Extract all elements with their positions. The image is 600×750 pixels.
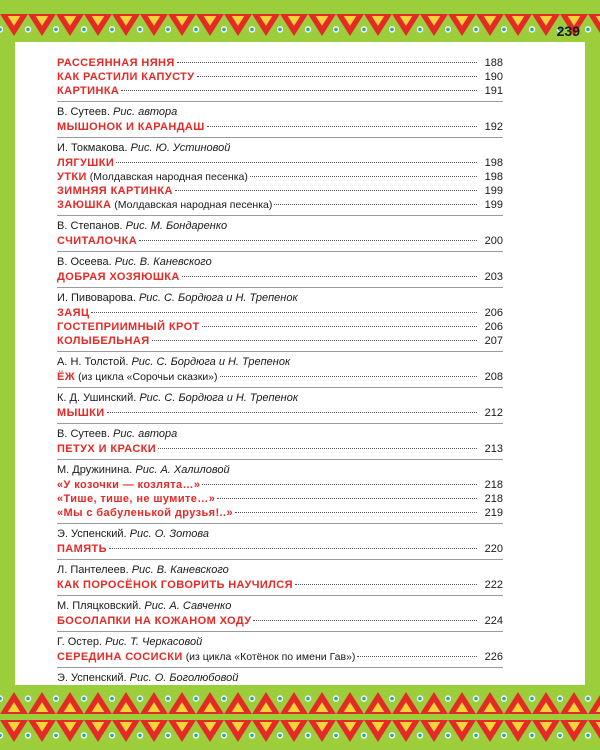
- entry-title: УТКИ: [57, 171, 87, 183]
- illustrator: Рис. А. Савченко: [144, 600, 232, 612]
- ornament-dot-center: [82, 734, 86, 738]
- entry-page-number: 190: [484, 71, 503, 83]
- ornament-dot-center: [194, 734, 198, 738]
- ornament-dot-center: [54, 734, 58, 738]
- dot-leader: [202, 484, 477, 485]
- dot-leader: [217, 498, 477, 499]
- author-line: [57, 256, 503, 269]
- ornament-dot-center: [586, 734, 590, 738]
- entry-title: РАССЕЯННАЯ НЯНЯ: [57, 57, 175, 69]
- ornament-dot-center: [362, 697, 366, 701]
- toc-group: [57, 216, 503, 252]
- toc-entry[interactable]: [57, 234, 503, 248]
- ornament-dot-center: [502, 28, 506, 32]
- table-of-contents: [57, 56, 503, 703]
- toc-group: [57, 388, 503, 424]
- ornament-dot-center: [222, 734, 226, 738]
- entry-page-number: 203: [484, 271, 503, 283]
- ornament-dot-center: [222, 697, 226, 701]
- entry-page-number: 208: [484, 371, 503, 383]
- dot-leader: [121, 90, 477, 91]
- illustrator: Рис. М. Бондаренко: [125, 220, 228, 232]
- toc-group: [57, 460, 503, 524]
- bottom-ornament-border: [0, 688, 600, 750]
- entry-page-number: 199: [484, 185, 503, 197]
- page-number: 239: [556, 23, 580, 39]
- entry-title: ЗАЯЦ: [57, 307, 90, 319]
- illustrator: Рис. А. Халиловой: [135, 464, 230, 476]
- ornament-dot-center: [166, 734, 170, 738]
- ornament-dot-center: [502, 734, 506, 738]
- entry-title: КАК ПОРОСЁНОК ГОВОРИТЬ НАУЧИЛСЯ: [57, 579, 293, 591]
- author-line: [57, 220, 503, 233]
- entry-page-number: 219: [484, 507, 503, 519]
- ornament-dot-center: [334, 697, 338, 701]
- toc-entry[interactable]: [57, 506, 503, 520]
- ornament-dot-center: [474, 28, 478, 32]
- ornament-dot-center: [530, 697, 534, 701]
- ornament-dot-center: [250, 28, 254, 32]
- author-line: [57, 142, 503, 155]
- author-line: [57, 428, 503, 441]
- toc-entry[interactable]: [57, 406, 503, 420]
- toc-entry[interactable]: [57, 320, 503, 334]
- ornament-dot-center: [26, 697, 30, 701]
- ornament-dot-center: [110, 28, 114, 32]
- author-line: [57, 528, 503, 541]
- dot-leader: [109, 548, 477, 549]
- entry-page-number: 206: [484, 321, 503, 333]
- ornament-dot-center: [110, 734, 114, 738]
- dot-leader: [175, 190, 477, 191]
- entry-title: БОСОЛАПКИ НА КОЖАНОМ ХОДУ: [57, 615, 252, 627]
- ornament-dot-center: [446, 734, 450, 738]
- entry-title: ЁЖ: [57, 371, 76, 383]
- toc-entry[interactable]: [57, 120, 503, 134]
- ornament-dot-center: [138, 28, 142, 32]
- dot-leader: [107, 412, 477, 413]
- dot-leader: [139, 240, 477, 241]
- author-line: [57, 392, 503, 405]
- toc-entry[interactable]: [57, 184, 503, 198]
- toc-group: [57, 560, 503, 596]
- entry-title: КАК РАСТИЛИ КАПУСТУ: [57, 71, 195, 83]
- entry-page-number: 212: [484, 407, 503, 419]
- author-name: В. Сутеев.: [57, 428, 110, 440]
- ornament-dot-center: [82, 697, 86, 701]
- author-name: И. Токмакова.: [57, 142, 128, 154]
- entry-page-number: 218: [484, 493, 503, 505]
- ornament-dot-center: [278, 734, 282, 738]
- entry-title: ЗАЮШКА: [57, 199, 112, 211]
- entry-title: ПЕТУХ И КРАСКИ: [57, 443, 157, 455]
- illustrator: Рис. О. Боголюбовой: [129, 672, 239, 684]
- ornament-dot-center: [474, 697, 478, 701]
- ornament-dot-center: [222, 28, 226, 32]
- entry-title: ЗИМНЯЯ КАРТИНКА: [57, 185, 173, 197]
- toc-entry[interactable]: [57, 198, 503, 212]
- ornament-dot-center: [250, 697, 254, 701]
- entry-title: ГОСТЕПРИИМНЫЙ КРОТ: [57, 321, 200, 333]
- ornament-dot-center: [362, 734, 366, 738]
- ornament-dot-center: [446, 28, 450, 32]
- toc-entry[interactable]: [57, 650, 503, 664]
- ornament-dot-center: [82, 28, 86, 32]
- author-name: В. Степанов.: [57, 220, 123, 232]
- toc-entry[interactable]: [57, 84, 503, 98]
- toc-group: [57, 252, 503, 288]
- entry-title: «У козочки — козлята…»: [57, 479, 201, 491]
- toc-group: [57, 632, 503, 668]
- ornament-dot-center: [194, 697, 198, 701]
- dot-leader: [295, 584, 477, 585]
- author-name: К. Д. Ушинский.: [57, 392, 137, 404]
- author-line: [57, 672, 503, 685]
- author-name: М. Пляцковский.: [57, 600, 142, 612]
- author-name: Г. Остер.: [57, 636, 102, 648]
- author-name: А. Н. Толстой.: [57, 356, 129, 368]
- author-name: Э. Успенский.: [57, 528, 127, 540]
- author-name: Э. Успенский.: [57, 672, 127, 684]
- toc-group: [57, 138, 503, 216]
- entry-page-number: 192: [484, 121, 503, 133]
- ornament-dot-center: [54, 697, 58, 701]
- toc-entry[interactable]: [57, 334, 503, 348]
- toc-group: [57, 102, 503, 138]
- entry-page-number: 206: [484, 307, 503, 319]
- illustrator: Рис. В. Каневского: [131, 564, 229, 576]
- ornament-dot-center: [446, 697, 450, 701]
- entry-title: МЫШКИ: [57, 407, 105, 419]
- ornament-dot-center: [530, 734, 534, 738]
- toc-group: [57, 288, 503, 352]
- top-ornament-border: [0, 0, 600, 40]
- author-line: [57, 600, 503, 613]
- author-name: М. Дружинина.: [57, 464, 133, 476]
- ornament-dot-center: [306, 734, 310, 738]
- dot-leader: [235, 512, 477, 513]
- ornament-dot-center: [558, 697, 562, 701]
- dot-leader: [253, 620, 477, 621]
- toc-entry[interactable]: [57, 170, 503, 184]
- ornament-dot-center: [418, 28, 422, 32]
- dot-leader: [250, 176, 477, 177]
- ornament-dot-center: [362, 28, 366, 32]
- dot-leader: [116, 162, 477, 163]
- illustrator: Рис. автора: [113, 428, 178, 440]
- ornament-dot-center: [558, 734, 562, 738]
- ornament-dot-center: [26, 28, 30, 32]
- ornament-dot-center: [306, 697, 310, 701]
- dot-leader: [357, 656, 477, 657]
- author-line: [57, 292, 503, 305]
- ornament-dot-center: [278, 28, 282, 32]
- author-line: [57, 106, 503, 119]
- entry-note: (из цикла «Сорочьи сказки»): [78, 371, 218, 383]
- entry-page-number: 200: [484, 235, 503, 247]
- ornament-dot-center: [334, 28, 338, 32]
- toc-group: [57, 56, 503, 102]
- entry-title: КОЛЫБЕЛЬНАЯ: [57, 335, 150, 347]
- dot-leader: [207, 126, 477, 127]
- illustrator: Рис. О. Зотова: [129, 528, 210, 540]
- author-name: Л. Пантелеев.: [57, 564, 129, 576]
- ornament-dot-center: [194, 28, 198, 32]
- toc-entry[interactable]: [57, 70, 503, 84]
- dot-leader: [182, 276, 477, 277]
- ornament-dot-center: [54, 28, 58, 32]
- toc-entry[interactable]: [57, 306, 503, 320]
- toc-entry[interactable]: [57, 442, 503, 456]
- entry-page-number: 218: [484, 479, 503, 491]
- ornament-dot-center: [110, 697, 114, 701]
- dot-leader: [220, 376, 477, 377]
- entry-title: ДОБРАЯ ХОЗЯЮШКА: [57, 271, 180, 283]
- ornament-dot-center: [418, 697, 422, 701]
- ornament-pattern: [0, 688, 600, 750]
- ornament-dot-center: [334, 734, 338, 738]
- entry-page-number: 207: [484, 335, 503, 347]
- author-name: В. Сутеев.: [57, 106, 110, 118]
- ornament-dot-center: [502, 697, 506, 701]
- illustrator: Рис. Ю. Устиновой: [130, 142, 231, 154]
- ornament-dot-center: [474, 734, 478, 738]
- ornament-dot-center: [586, 697, 590, 701]
- entry-page-number: 220: [484, 543, 503, 555]
- dot-leader: [177, 62, 477, 63]
- entry-title: МЫШОНОК И КАРАНДАШ: [57, 121, 205, 133]
- ornament-dot-center: [390, 697, 394, 701]
- author-line: [57, 356, 503, 369]
- ornament-dot-center: [166, 697, 170, 701]
- ornament-dot-center: [138, 697, 142, 701]
- illustrator: Рис. Т. Черкасовой: [105, 636, 203, 648]
- entry-page-number: 199: [484, 199, 503, 211]
- toc-entry[interactable]: [57, 156, 503, 170]
- entry-page-number: 188: [484, 57, 503, 69]
- dot-leader: [91, 312, 477, 313]
- entry-page-number: 191: [484, 85, 503, 97]
- illustrator: Рис. С. Бордюга и Н. Трепенок: [131, 356, 291, 368]
- toc-entry[interactable]: [57, 478, 503, 492]
- toc-group: [57, 524, 503, 560]
- toc-group: [57, 596, 503, 632]
- entry-title: ЛЯГУШКИ: [57, 157, 115, 169]
- entry-page-number: 222: [484, 579, 503, 591]
- ornament-dot-center: [250, 734, 254, 738]
- toc-group: [57, 352, 503, 388]
- ornament-dot-center: [278, 697, 282, 701]
- toc-entry[interactable]: [57, 578, 503, 592]
- entry-title: «Мы с бабуленькой друзья!..»: [57, 507, 233, 519]
- dot-leader: [158, 448, 477, 449]
- entry-note: (из цикла «Котёнок по имени Гав»): [185, 651, 356, 663]
- author-name: И. Пивоварова.: [57, 292, 136, 304]
- entry-page-number: 226: [484, 651, 503, 663]
- ornament-dot-center: [586, 28, 590, 32]
- entry-page-number: 198: [484, 171, 503, 183]
- ornament-dot-center: [530, 28, 534, 32]
- dot-leader: [152, 340, 477, 341]
- toc-page: [15, 42, 585, 685]
- ornament-dot-center: [138, 734, 142, 738]
- toc-entry[interactable]: [57, 542, 503, 556]
- toc-entry[interactable]: [57, 492, 503, 506]
- toc-entry[interactable]: [57, 614, 503, 628]
- toc-entry[interactable]: [57, 270, 503, 284]
- ornament-pattern: [0, 0, 600, 40]
- ornament-dot-center: [26, 734, 30, 738]
- entry-page-number: 213: [484, 443, 503, 455]
- entry-note: (Молдавская народная песенка): [89, 171, 248, 183]
- dot-leader: [202, 326, 477, 327]
- author-line: [57, 636, 503, 649]
- toc-group: [57, 424, 503, 460]
- ornament-dot-center: [166, 28, 170, 32]
- ornament-dot-center: [418, 734, 422, 738]
- ornament-dot-center: [306, 28, 310, 32]
- entry-note: (Молдавская народная песенка): [114, 199, 273, 211]
- illustrator: Рис. С. Бордюга и Н. Трепенок: [139, 392, 299, 404]
- dot-leader: [274, 204, 477, 205]
- ornament-dot-center: [390, 734, 394, 738]
- illustrator: Рис. В. Каневского: [114, 256, 212, 268]
- entry-title: СЧИТАЛОЧКА: [57, 235, 138, 247]
- author-line: [57, 564, 503, 577]
- author-name: В. Осеева.: [57, 256, 112, 268]
- ornament-dot-center: [390, 28, 394, 32]
- entry-title: КАРТИНКА: [57, 85, 120, 97]
- entry-page-number: 198: [484, 157, 503, 169]
- entry-title: «Тише, тише, не шумите…»: [57, 493, 216, 505]
- entry-title: СЕРЕДИНА СОСИСКИ: [57, 651, 183, 663]
- dot-leader: [197, 76, 477, 77]
- entry-page-number: 224: [484, 615, 503, 627]
- entry-title: ПАМЯТЬ: [57, 543, 107, 555]
- author-line: [57, 464, 503, 477]
- toc-entry[interactable]: [57, 56, 503, 70]
- illustrator: Рис. автора: [113, 106, 178, 118]
- illustrator: Рис. С. Бордюга и Н. Трепенок: [138, 292, 298, 304]
- toc-entry[interactable]: [57, 370, 503, 384]
